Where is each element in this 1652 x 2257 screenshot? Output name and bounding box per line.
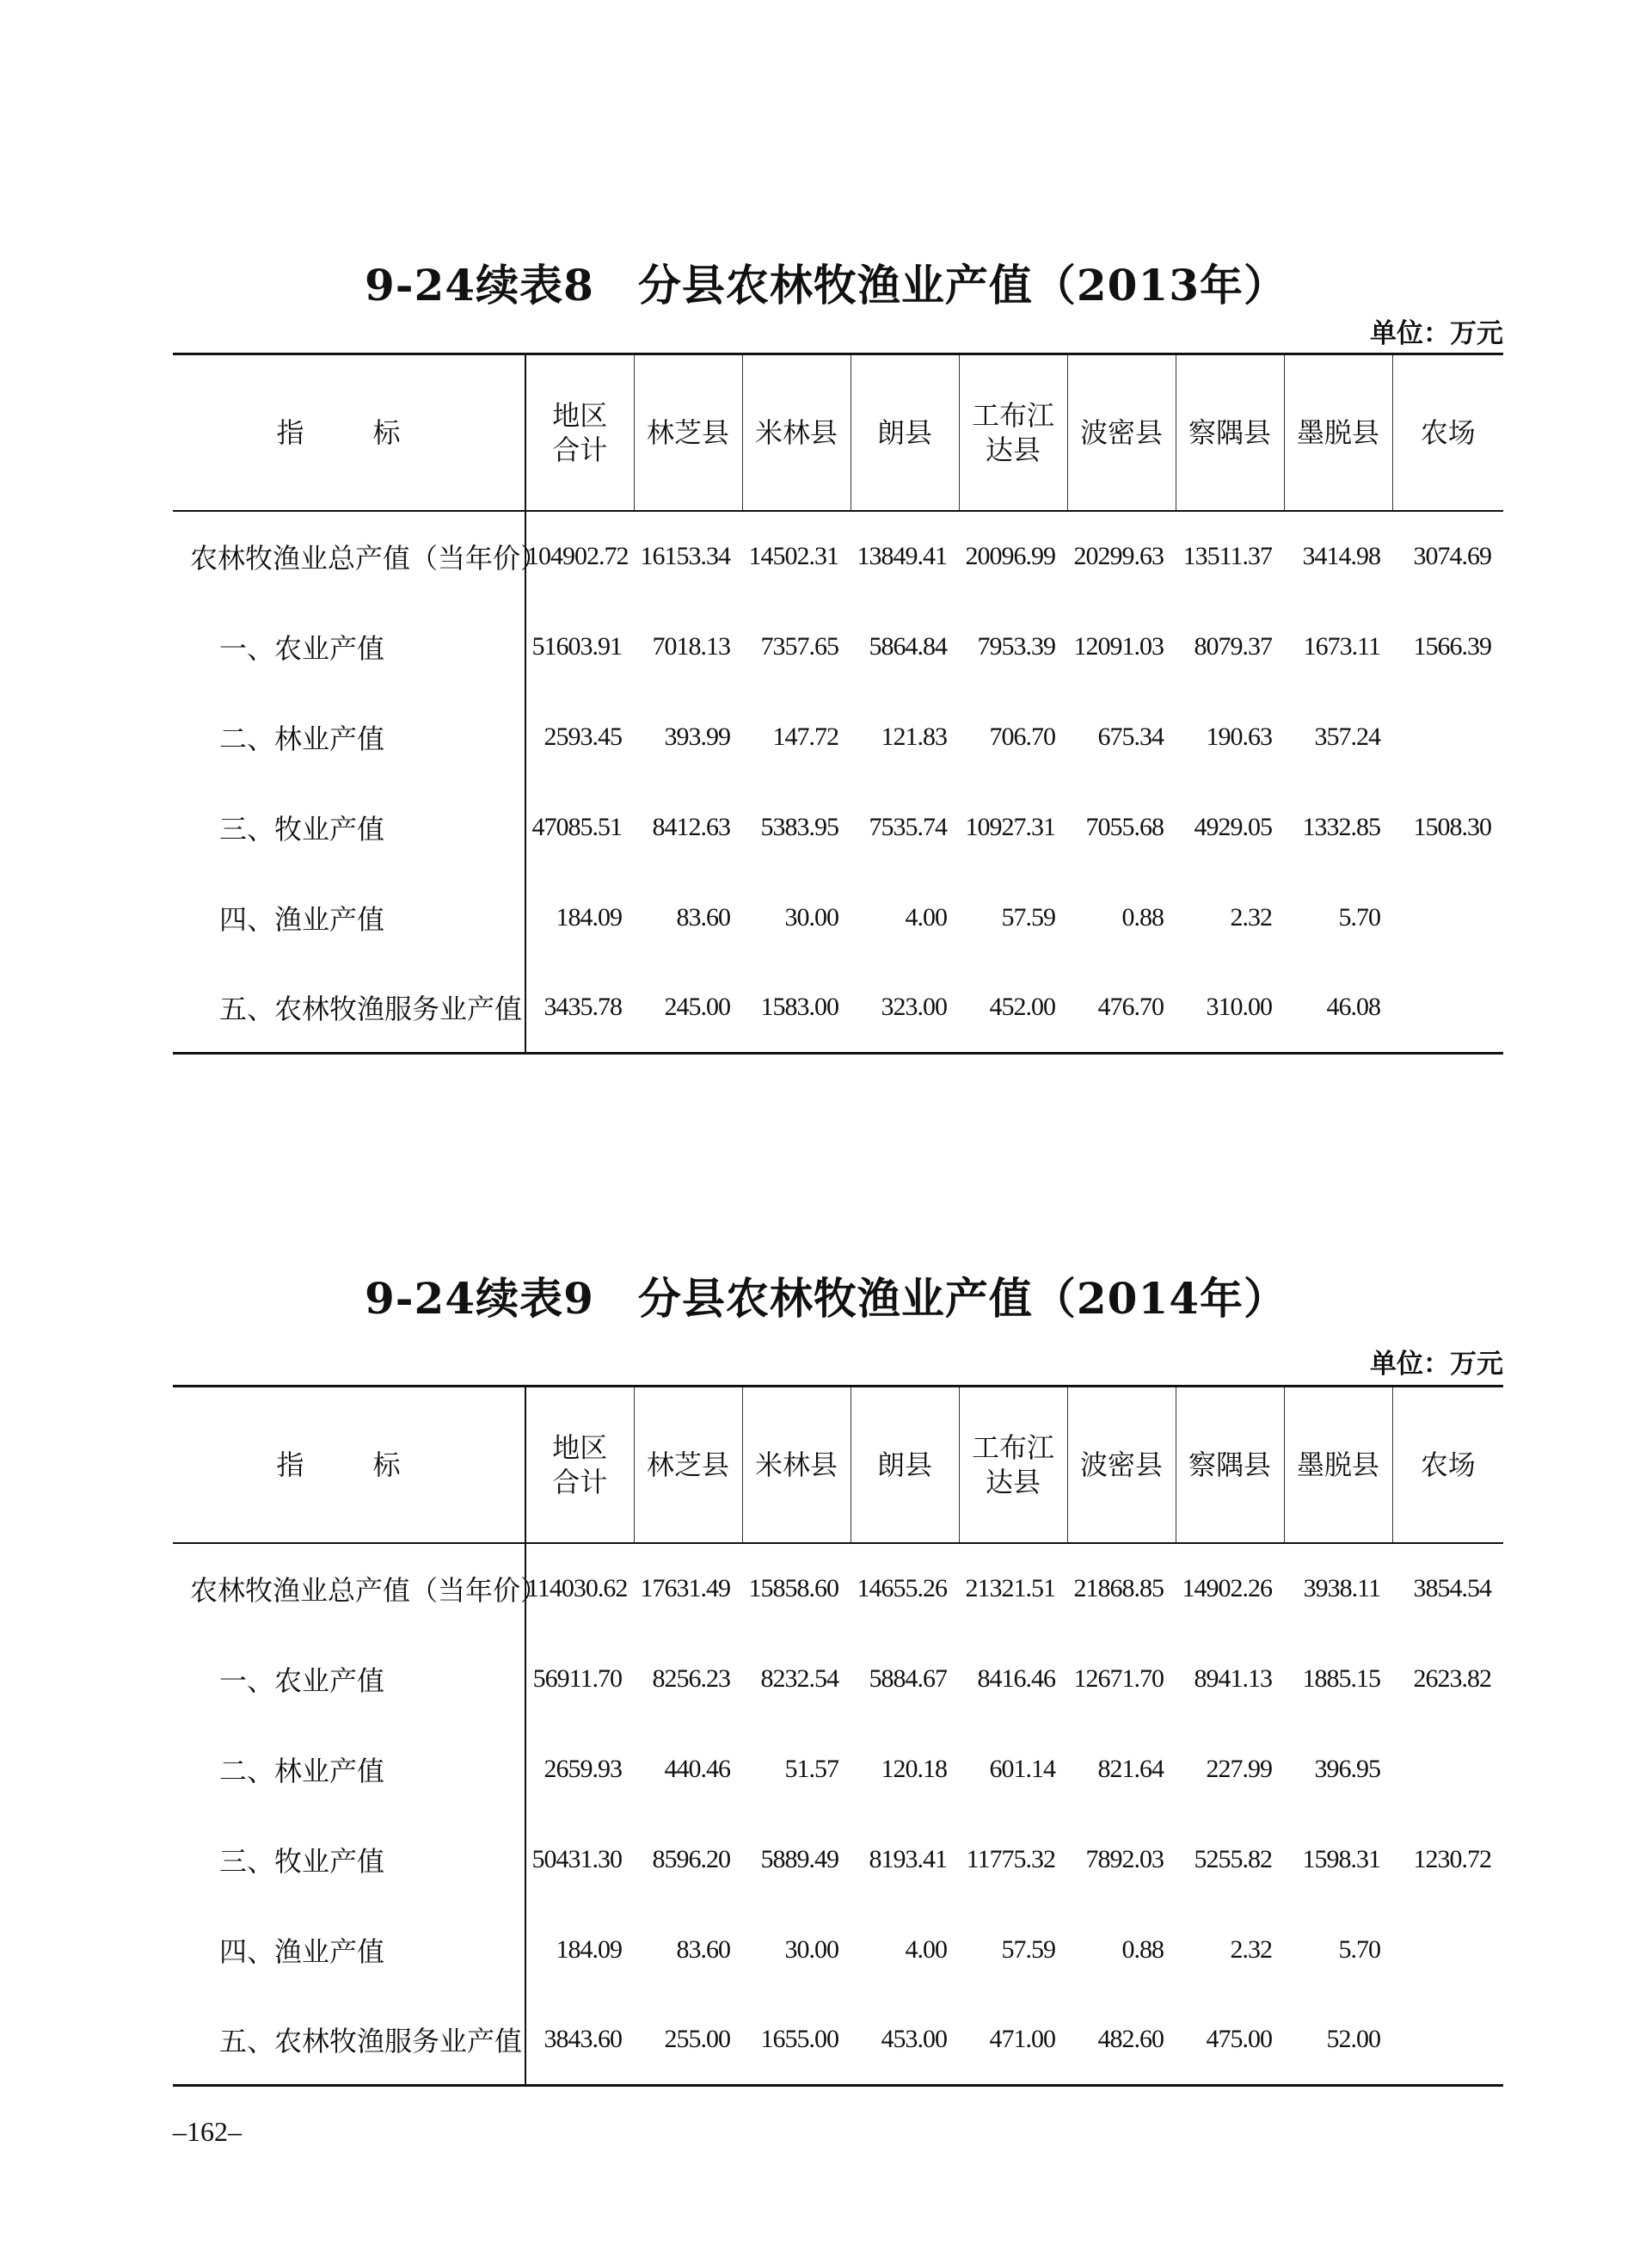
value-cell: 20299.63 xyxy=(1073,542,1164,570)
column-header: 指 标 xyxy=(173,354,525,511)
value-cell: 30.00 xyxy=(784,1935,838,1964)
value-cell: 1566.39 xyxy=(1413,632,1491,661)
value-cell: 3074.69 xyxy=(1413,542,1491,570)
table-row xyxy=(173,1905,1503,1996)
value-cell: 1598.31 xyxy=(1302,1845,1380,1873)
column-header: 察隅县 xyxy=(1176,1387,1284,1543)
value-cell: 3854.54 xyxy=(1413,1574,1491,1602)
value-cell: 2593.45 xyxy=(544,723,622,751)
value-cell: 51603.91 xyxy=(531,632,622,661)
value-cell: 52.00 xyxy=(1284,1996,1392,2086)
column-header: 工布江 达县 xyxy=(959,1387,1067,1543)
value-cell: 255.00 xyxy=(634,1996,742,2086)
value-cell: 184.09 xyxy=(556,903,622,932)
value-cell: 7018.13 xyxy=(652,632,730,661)
value-cell xyxy=(1392,873,1503,963)
value-cell: 5383.95 xyxy=(760,813,838,841)
value-cell: 114030.62 xyxy=(526,1574,628,1602)
value-cell: 482.60 xyxy=(1067,1996,1176,2086)
value-cell: 184.09 xyxy=(556,1935,622,1964)
table-row xyxy=(173,1543,1503,1634)
value-cell: 1673.11 xyxy=(1303,632,1380,661)
value-cell: 83.60 xyxy=(676,1935,730,1964)
value-cell: 310.00 xyxy=(1176,963,1284,1054)
row-label: 二、林业产值 xyxy=(173,1725,525,1815)
value-cell: 440.46 xyxy=(664,1755,730,1783)
row-label: 五、农林牧渔服务业产值 xyxy=(173,963,525,1054)
value-cell xyxy=(1392,963,1503,1054)
column-header: 地区 合计 xyxy=(525,1387,634,1543)
value-cell: 7055.68 xyxy=(1085,813,1164,841)
row-label: 三、牧业产值 xyxy=(173,1815,525,1905)
value-cell: 13849.41 xyxy=(857,542,947,570)
value-cell: 16153.34 xyxy=(640,542,730,570)
value-cell: 7535.74 xyxy=(869,813,947,841)
value-cell xyxy=(1392,1905,1503,1996)
table-2-title: 9-24续表9 分县农林牧渔业产值（2014年） xyxy=(364,1273,1288,1324)
value-cell: 2.32 xyxy=(1230,903,1272,932)
value-cell: 5.70 xyxy=(1338,1935,1380,1964)
column-header: 米林县 xyxy=(742,1387,851,1543)
value-cell: 8079.37 xyxy=(1194,632,1272,661)
table-row xyxy=(173,1815,1503,1905)
column-header: 工布江 达县 xyxy=(959,354,1067,511)
row-label: 农林牧渔业总产值（当年价） xyxy=(173,1543,525,1634)
value-cell: 56911.70 xyxy=(532,1664,622,1693)
value-cell: 3435.78 xyxy=(525,963,634,1054)
table-row xyxy=(173,511,1503,602)
header-row xyxy=(173,354,1503,511)
value-cell: 5.70 xyxy=(1338,903,1380,932)
value-cell: 452.00 xyxy=(959,963,1067,1054)
value-cell: 8416.46 xyxy=(977,1664,1055,1693)
value-cell: 57.59 xyxy=(1001,903,1055,932)
value-cell: 190.63 xyxy=(1206,723,1272,751)
value-cell: 8596.20 xyxy=(652,1845,730,1873)
row-label: 三、牧业产值 xyxy=(173,783,525,873)
column-header: 林芝县 xyxy=(634,1387,742,1543)
value-cell: 21321.51 xyxy=(965,1574,1055,1602)
table-row xyxy=(173,692,1503,783)
table-row xyxy=(173,1725,1503,1815)
value-cell: 120.18 xyxy=(881,1755,947,1783)
value-cell: 50431.30 xyxy=(531,1845,622,1873)
value-cell: 227.99 xyxy=(1206,1755,1272,1783)
table-1 xyxy=(173,353,1503,1055)
value-cell: 121.83 xyxy=(881,723,947,751)
value-cell: 245.00 xyxy=(634,963,742,1054)
value-cell: 57.59 xyxy=(1001,1935,1055,1964)
row-label: 五、农林牧渔服务业产值 xyxy=(173,1996,525,2086)
value-cell: 675.34 xyxy=(1097,723,1164,751)
value-cell: 453.00 xyxy=(851,1996,959,2086)
value-cell: 396.95 xyxy=(1314,1755,1380,1783)
row-label: 一、农业产值 xyxy=(173,602,525,692)
value-cell: 12091.03 xyxy=(1073,632,1164,661)
value-cell: 393.99 xyxy=(664,723,730,751)
value-cell: 0.88 xyxy=(1121,903,1164,932)
value-cell xyxy=(1392,1996,1503,2086)
column-header: 墨脱县 xyxy=(1284,354,1392,511)
value-cell: 3938.11 xyxy=(1303,1574,1380,1602)
column-header: 农场 xyxy=(1392,1387,1503,1543)
table-2-unit: 单位：万元 xyxy=(1370,1349,1503,1380)
value-cell: 2659.93 xyxy=(544,1755,622,1783)
value-cell: 7892.03 xyxy=(1085,1845,1164,1873)
table-row xyxy=(173,783,1503,873)
value-cell: 1583.00 xyxy=(742,963,851,1054)
row-label: 一、农业产值 xyxy=(173,1634,525,1725)
table-row xyxy=(173,1996,1503,2086)
table-2 xyxy=(173,1385,1503,2087)
column-header: 朗县 xyxy=(851,1387,959,1543)
value-cell: 4.00 xyxy=(905,1935,947,1964)
header-row xyxy=(173,1387,1503,1543)
row-label: 四、渔业产值 xyxy=(173,1905,525,1996)
column-header: 墨脱县 xyxy=(1284,1387,1392,1543)
table-row xyxy=(173,873,1503,963)
value-cell: 104902.72 xyxy=(526,542,629,570)
value-cell: 12671.70 xyxy=(1073,1664,1164,1693)
value-cell: 5889.49 xyxy=(760,1845,838,1873)
value-cell: 7953.39 xyxy=(977,632,1055,661)
value-cell xyxy=(1392,692,1503,783)
value-cell xyxy=(1392,1725,1503,1815)
table-row xyxy=(173,963,1503,1054)
table-row xyxy=(173,1634,1503,1725)
value-cell: 11775.32 xyxy=(966,1845,1055,1873)
value-cell: 14502.31 xyxy=(748,542,838,570)
value-cell: 3843.60 xyxy=(525,1996,634,2086)
value-cell: 2.32 xyxy=(1230,1935,1272,1964)
table-row xyxy=(173,602,1503,692)
value-cell: 0.88 xyxy=(1121,1935,1164,1964)
column-header: 米林县 xyxy=(742,354,851,511)
value-cell: 17631.49 xyxy=(640,1574,730,1602)
value-cell: 357.24 xyxy=(1314,723,1380,751)
value-cell: 3414.98 xyxy=(1302,542,1380,570)
value-cell: 4.00 xyxy=(905,903,947,932)
column-header: 林芝县 xyxy=(634,354,742,511)
column-header: 朗县 xyxy=(851,354,959,511)
value-cell: 1655.00 xyxy=(742,1996,851,2086)
table-1-unit: 单位：万元 xyxy=(1370,318,1503,349)
value-cell: 601.14 xyxy=(989,1755,1055,1783)
value-cell: 8256.23 xyxy=(652,1664,730,1693)
value-cell: 475.00 xyxy=(1176,1996,1284,2086)
table-1-title: 9-24续表8 分县农林牧渔业产值（2013年） xyxy=(364,260,1288,311)
column-header: 波密县 xyxy=(1067,1387,1176,1543)
row-label: 农林牧渔业总产值（当年价） xyxy=(173,511,525,602)
row-label: 四、渔业产值 xyxy=(173,873,525,963)
value-cell: 4929.05 xyxy=(1194,813,1272,841)
value-cell: 46.08 xyxy=(1284,963,1392,1054)
value-cell: 2623.82 xyxy=(1413,1664,1491,1693)
value-cell: 1508.30 xyxy=(1413,813,1491,841)
value-cell: 51.57 xyxy=(784,1755,838,1783)
value-cell: 476.70 xyxy=(1067,963,1176,1054)
value-cell: 471.00 xyxy=(959,1996,1067,2086)
value-cell: 14655.26 xyxy=(857,1574,947,1602)
value-cell: 5884.67 xyxy=(869,1664,947,1693)
value-cell: 821.64 xyxy=(1097,1755,1164,1783)
value-cell: 7357.65 xyxy=(760,632,838,661)
value-cell: 21868.85 xyxy=(1073,1574,1164,1602)
value-cell: 47085.51 xyxy=(531,813,622,841)
page-number: –162– xyxy=(173,2116,242,2147)
value-cell: 5864.84 xyxy=(869,632,947,661)
value-cell: 30.00 xyxy=(784,903,838,932)
value-cell: 8941.13 xyxy=(1194,1664,1272,1693)
value-cell: 1230.72 xyxy=(1413,1845,1491,1873)
row-label: 二、林业产值 xyxy=(173,692,525,783)
value-cell: 20096.99 xyxy=(965,542,1055,570)
value-cell: 8232.54 xyxy=(760,1664,838,1693)
value-cell: 5255.82 xyxy=(1194,1845,1272,1873)
value-cell: 83.60 xyxy=(676,903,730,932)
column-header: 波密县 xyxy=(1067,354,1176,511)
value-cell: 8412.63 xyxy=(652,813,730,841)
value-cell: 323.00 xyxy=(851,963,959,1054)
value-cell: 147.72 xyxy=(772,723,838,751)
column-header: 指 标 xyxy=(173,1387,525,1543)
value-cell: 706.70 xyxy=(989,723,1055,751)
value-cell: 1885.15 xyxy=(1302,1664,1380,1693)
value-cell: 14902.26 xyxy=(1182,1574,1272,1602)
column-header: 农场 xyxy=(1392,354,1503,511)
column-header: 地区 合计 xyxy=(525,354,634,511)
value-cell: 13511.37 xyxy=(1182,542,1272,570)
value-cell: 1332.85 xyxy=(1302,813,1380,841)
column-header: 察隅县 xyxy=(1176,354,1284,511)
value-cell: 8193.41 xyxy=(869,1845,947,1873)
value-cell: 10927.31 xyxy=(965,813,1055,841)
value-cell: 15858.60 xyxy=(748,1574,838,1602)
